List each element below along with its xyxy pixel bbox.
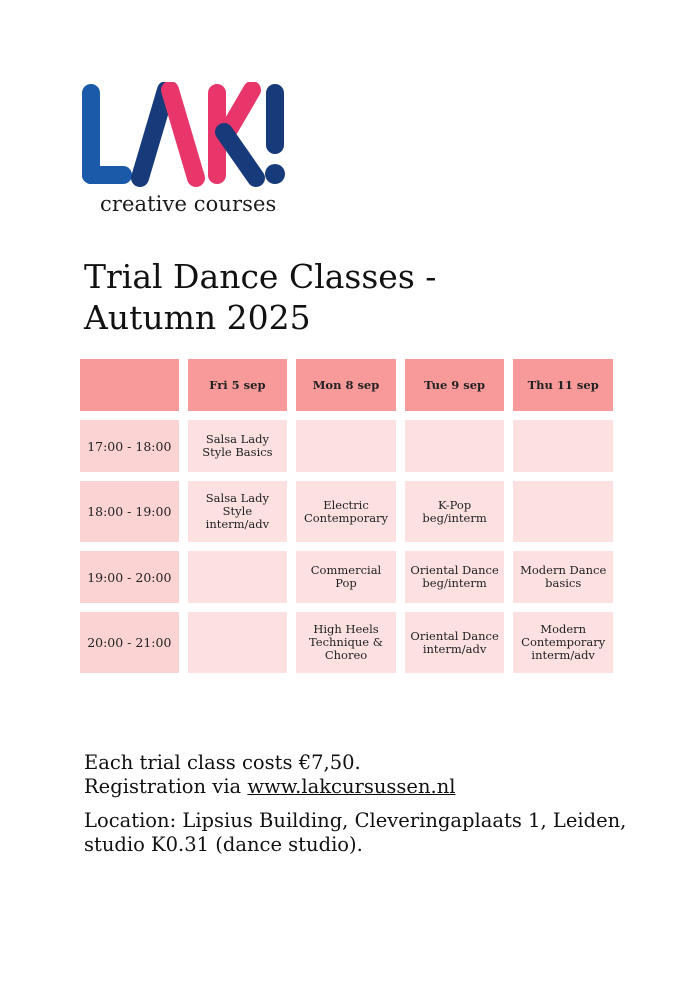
class-name-line: High Heels bbox=[313, 622, 379, 636]
class-cell bbox=[513, 612, 613, 673]
class-cell bbox=[296, 420, 396, 472]
class-name-line: Pop bbox=[335, 576, 357, 590]
class-name-line: Modern Dance bbox=[520, 563, 607, 577]
class-name bbox=[311, 564, 382, 590]
class-name bbox=[520, 564, 606, 590]
schedule-row bbox=[80, 420, 613, 472]
class-name bbox=[521, 623, 605, 662]
time-slot-cell: 17:00 - 18:00 bbox=[80, 420, 179, 472]
registration-prefix: Registration via bbox=[84, 775, 248, 798]
schedule-row bbox=[80, 481, 613, 542]
class-cell bbox=[296, 551, 396, 603]
class-name-line: Choreo bbox=[324, 648, 368, 662]
class-name bbox=[304, 499, 388, 525]
class-name-line: Oriental Dance bbox=[410, 563, 499, 577]
class-cell bbox=[188, 481, 288, 542]
class-name-line: basics bbox=[545, 576, 582, 590]
info-block bbox=[84, 751, 674, 857]
schedule-row bbox=[80, 612, 613, 673]
class-name-line: beg/interm bbox=[422, 576, 487, 590]
title-line-2: Autumn 2025 bbox=[84, 298, 311, 337]
class-cell bbox=[188, 420, 288, 472]
time-slot-cell: 18:00 - 19:00 bbox=[80, 481, 179, 542]
class-cell bbox=[513, 551, 613, 603]
time-slot-cell: 19:00 - 20:00 bbox=[80, 551, 179, 603]
class-cell bbox=[405, 612, 505, 673]
registration-text bbox=[84, 775, 674, 799]
class-name-line: Oriental Dance bbox=[410, 628, 499, 643]
class-cell bbox=[405, 420, 505, 472]
header-day-cell: Tue 9 sep bbox=[405, 359, 505, 411]
class-cell bbox=[405, 551, 505, 603]
class-name bbox=[202, 433, 272, 459]
class-name-line: Commercial bbox=[310, 563, 382, 577]
class-name-line: Technique & bbox=[309, 635, 383, 649]
class-cell bbox=[188, 612, 288, 673]
class-name bbox=[206, 492, 270, 531]
lak-logo bbox=[80, 82, 290, 188]
class-cell bbox=[296, 481, 396, 542]
class-name-line: Salsa Lady bbox=[205, 491, 269, 505]
class-name bbox=[309, 623, 383, 662]
class-name-line: Modern bbox=[540, 622, 587, 636]
registration-link[interactable]: www.lakcursussen.nl bbox=[247, 775, 456, 798]
class-cell bbox=[513, 420, 613, 472]
header-day-cell: Mon 8 sep bbox=[296, 359, 396, 411]
class-name-line: Style Basics bbox=[202, 445, 273, 459]
class-name-line: interm/adv bbox=[531, 648, 595, 662]
class-name-line: Contemporary bbox=[521, 635, 606, 649]
class-cell bbox=[513, 481, 613, 542]
class-cell bbox=[188, 551, 288, 603]
tagline: creative courses bbox=[100, 192, 277, 216]
class-cell bbox=[296, 612, 396, 673]
location-line-1: Location: Lipsius Building, Cleveringaplaats 1, Leiden, bbox=[84, 809, 627, 832]
class-name bbox=[422, 499, 486, 525]
class-name bbox=[410, 564, 498, 590]
class-name-line: interm/adv bbox=[422, 641, 487, 656]
class-name-line: beg/interm bbox=[422, 510, 487, 525]
class-name-line: interm/adv bbox=[205, 517, 270, 531]
schedule-row bbox=[80, 551, 613, 603]
header-corner-cell bbox=[80, 359, 179, 411]
schedule-table bbox=[80, 359, 613, 682]
class-name-line: Contemporary bbox=[303, 510, 389, 525]
price-text: Each trial class costs €7,50. bbox=[84, 751, 361, 774]
title-line-1: Trial Dance Classes - bbox=[84, 257, 437, 296]
class-name-line: Electric bbox=[323, 497, 369, 512]
schedule-header-row bbox=[80, 359, 613, 411]
header-day-cell: Thu 11 sep bbox=[513, 359, 613, 411]
class-name-line: Style bbox=[222, 504, 253, 518]
time-slot-cell: 20:00 - 21:00 bbox=[80, 612, 179, 673]
class-name-line: K-Pop bbox=[437, 497, 472, 512]
location-line-2: studio K0.31 (dance studio). bbox=[84, 833, 363, 856]
class-cell bbox=[405, 481, 505, 542]
page-title bbox=[84, 256, 436, 338]
class-name-line: Salsa Lady bbox=[205, 432, 269, 446]
class-name bbox=[410, 630, 498, 656]
header-day-cell: Fri 5 sep bbox=[188, 359, 288, 411]
